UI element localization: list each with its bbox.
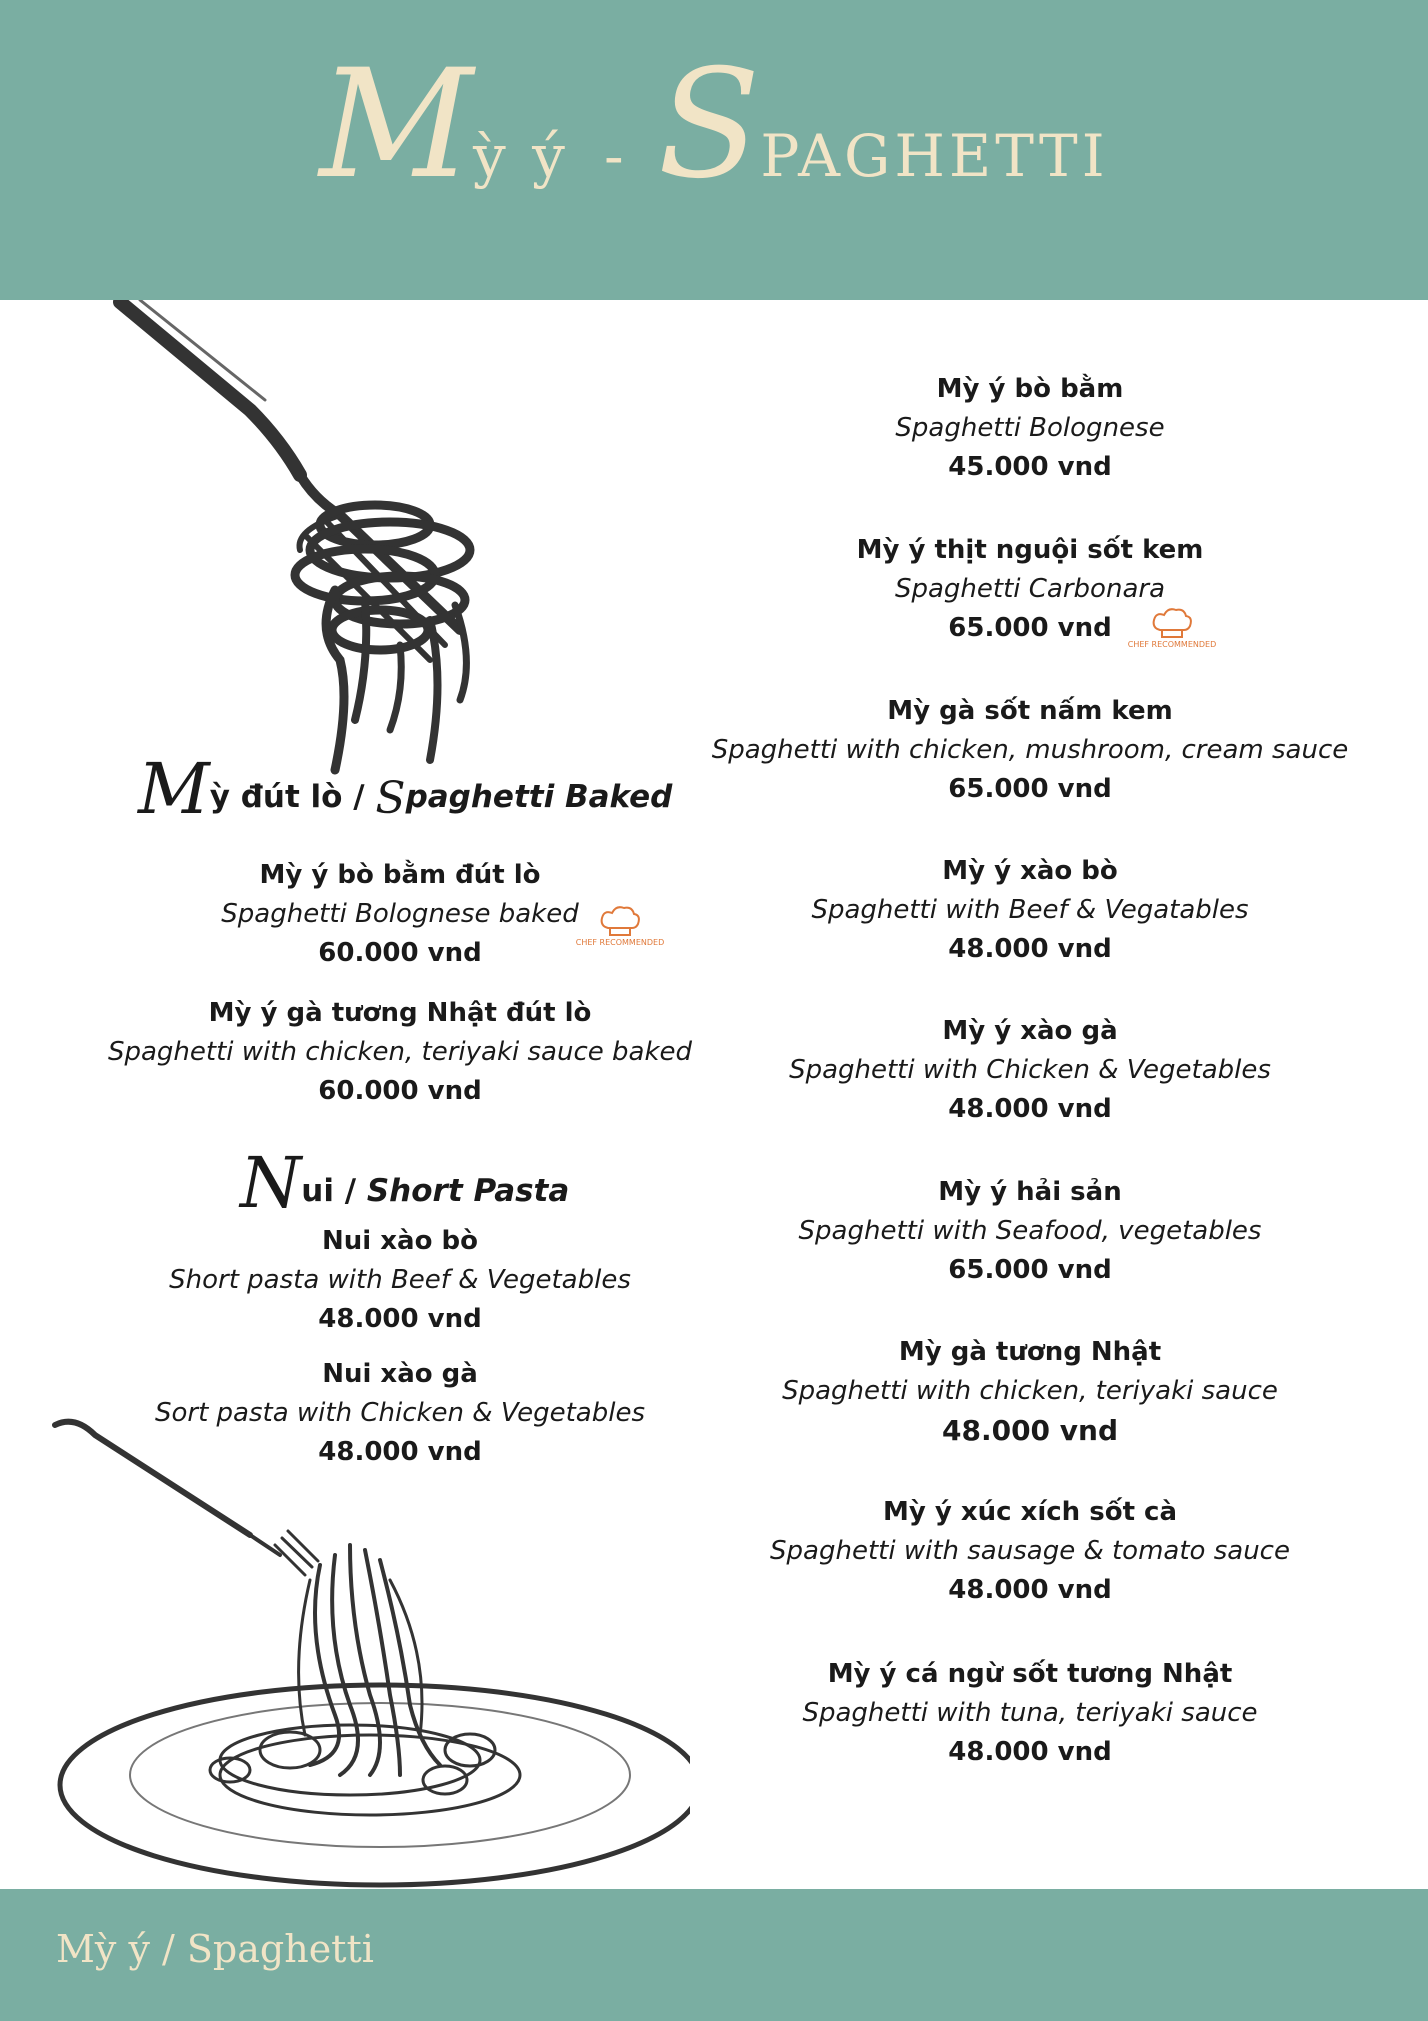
menu-item — [700, 1655, 1360, 1772]
menu-item — [100, 1355, 700, 1472]
menu-item — [700, 1173, 1360, 1290]
item-price: 65.000 vnd — [948, 613, 1112, 643]
item-price: 65.000 vnd — [948, 774, 1112, 804]
item-name-en: Sort pasta with Chicken & Vegetables — [154, 1398, 645, 1428]
item-name-vn: Mỳ ý hải sản — [938, 1177, 1122, 1207]
item-name-en: Spaghetti with chicken, teriyaki sauce baked — [107, 1037, 693, 1067]
item-name-en: Spaghetti with Beef & Vegatables — [811, 895, 1249, 925]
item-name-vn: Nui xào bò — [322, 1226, 478, 1256]
item-name-vn: Mỳ ý bò bằm đút lò — [259, 860, 541, 890]
item-price: 48.000 vnd — [948, 1094, 1112, 1124]
title-initial-s: S — [657, 38, 761, 212]
section-initial-2: S — [375, 773, 406, 824]
item-name-vn: Mỳ ý thịt nguội sốt kem — [856, 535, 1204, 565]
item-price: 45.000 vnd — [948, 452, 1112, 482]
menu-item — [700, 1493, 1360, 1610]
page-title — [0, 38, 1428, 212]
item-name-en: Spaghetti Carbonara — [894, 574, 1166, 604]
chef-recommended-badge — [1122, 606, 1222, 649]
item-price: 48.000 vnd — [948, 1737, 1112, 1767]
item-name-en: Short pasta with Beef & Vegetables — [169, 1265, 631, 1295]
item-name-vn: Mỳ ý xúc xích sốt cà — [882, 1497, 1178, 1527]
title-initial-m: M — [319, 38, 473, 212]
section-title-en: Short Pasta — [366, 1173, 570, 1209]
section-title-baked — [138, 748, 672, 830]
item-price: 48.000 vnd — [948, 934, 1112, 964]
menu-item — [700, 852, 1360, 969]
fork-spaghetti-illustration — [100, 300, 560, 780]
item-name-vn: Mỳ ý xào bò — [942, 856, 1118, 886]
plate-spaghetti-illustration — [50, 1415, 690, 1890]
item-name-en: Spaghetti Bolognese baked — [221, 899, 579, 929]
badge-label: CHEF RECOMMENDED — [1127, 640, 1217, 649]
item-price: 48.000 vnd — [318, 1437, 482, 1467]
item-price: 65.000 vnd — [948, 1255, 1112, 1285]
menu-item — [700, 370, 1360, 487]
item-name-vn: Nui xào gà — [322, 1359, 478, 1389]
footer-label: Mỳ ý / Spaghetti — [56, 1927, 374, 1971]
item-name-en: Spaghetti Bolognese — [895, 413, 1165, 443]
title-separator: - — [604, 122, 628, 190]
section-title-en: paghetti Baked — [405, 779, 673, 815]
menu-item — [100, 1222, 700, 1339]
item-name-en: Spaghetti with sausage & tomato sauce — [770, 1536, 1290, 1566]
item-price: 48.000 vnd — [318, 1304, 482, 1334]
header-banner — [0, 0, 1428, 300]
badge-label: CHEF RECOMMENDED — [575, 938, 665, 947]
title-part-1: ỳ ý — [472, 122, 569, 190]
chef-hat-icon — [1150, 606, 1194, 640]
section-title-vn: ui / — [301, 1173, 357, 1209]
chef-hat-icon — [598, 904, 642, 938]
chef-recommended-badge — [570, 904, 670, 947]
item-name-vn: Mỳ ý bò bằm — [936, 374, 1124, 404]
item-price: 48.000 vnd — [941, 1414, 1119, 1447]
item-name-vn: Mỳ gà tương Nhật — [898, 1337, 1162, 1367]
item-price: 60.000 vnd — [318, 1076, 482, 1106]
menu-item — [700, 1012, 1360, 1129]
item-name-en: Spaghetti with Seafood, vegetables — [798, 1216, 1262, 1246]
section-initial: N — [240, 1142, 302, 1224]
item-price: 48.000 vnd — [948, 1575, 1112, 1605]
item-name-en: Spaghetti with chicken, teriyaki sauce — [782, 1376, 1278, 1406]
item-name-vn: Mỳ gà sốt nấm kem — [887, 696, 1173, 726]
item-name-en: Spaghetti with tuna, teriyaki sauce — [802, 1698, 1258, 1728]
section-title-pasta — [240, 1142, 569, 1224]
title-part-2: PAGHETTI — [760, 122, 1109, 190]
item-name-vn: Mỳ ý xào gà — [942, 1016, 1118, 1046]
item-name-vn: Mỳ ý gà tương Nhật đút lò — [208, 998, 592, 1028]
menu-item — [700, 692, 1360, 809]
menu-item — [700, 1333, 1360, 1450]
menu-item — [700, 531, 1360, 648]
section-initial: M — [138, 748, 210, 830]
item-name-vn: Mỳ ý cá ngừ sốt tương Nhật — [827, 1659, 1233, 1689]
section-title-vn: ỳ đút lò / — [209, 779, 365, 815]
menu-item — [100, 994, 700, 1111]
item-name-en: Spaghetti with Chicken & Vegetables — [789, 1055, 1271, 1085]
footer-banner — [0, 1889, 1428, 2021]
item-name-en: Spaghetti with chicken, mushroom, cream sauce — [711, 735, 1349, 765]
item-price: 60.000 vnd — [318, 938, 482, 968]
